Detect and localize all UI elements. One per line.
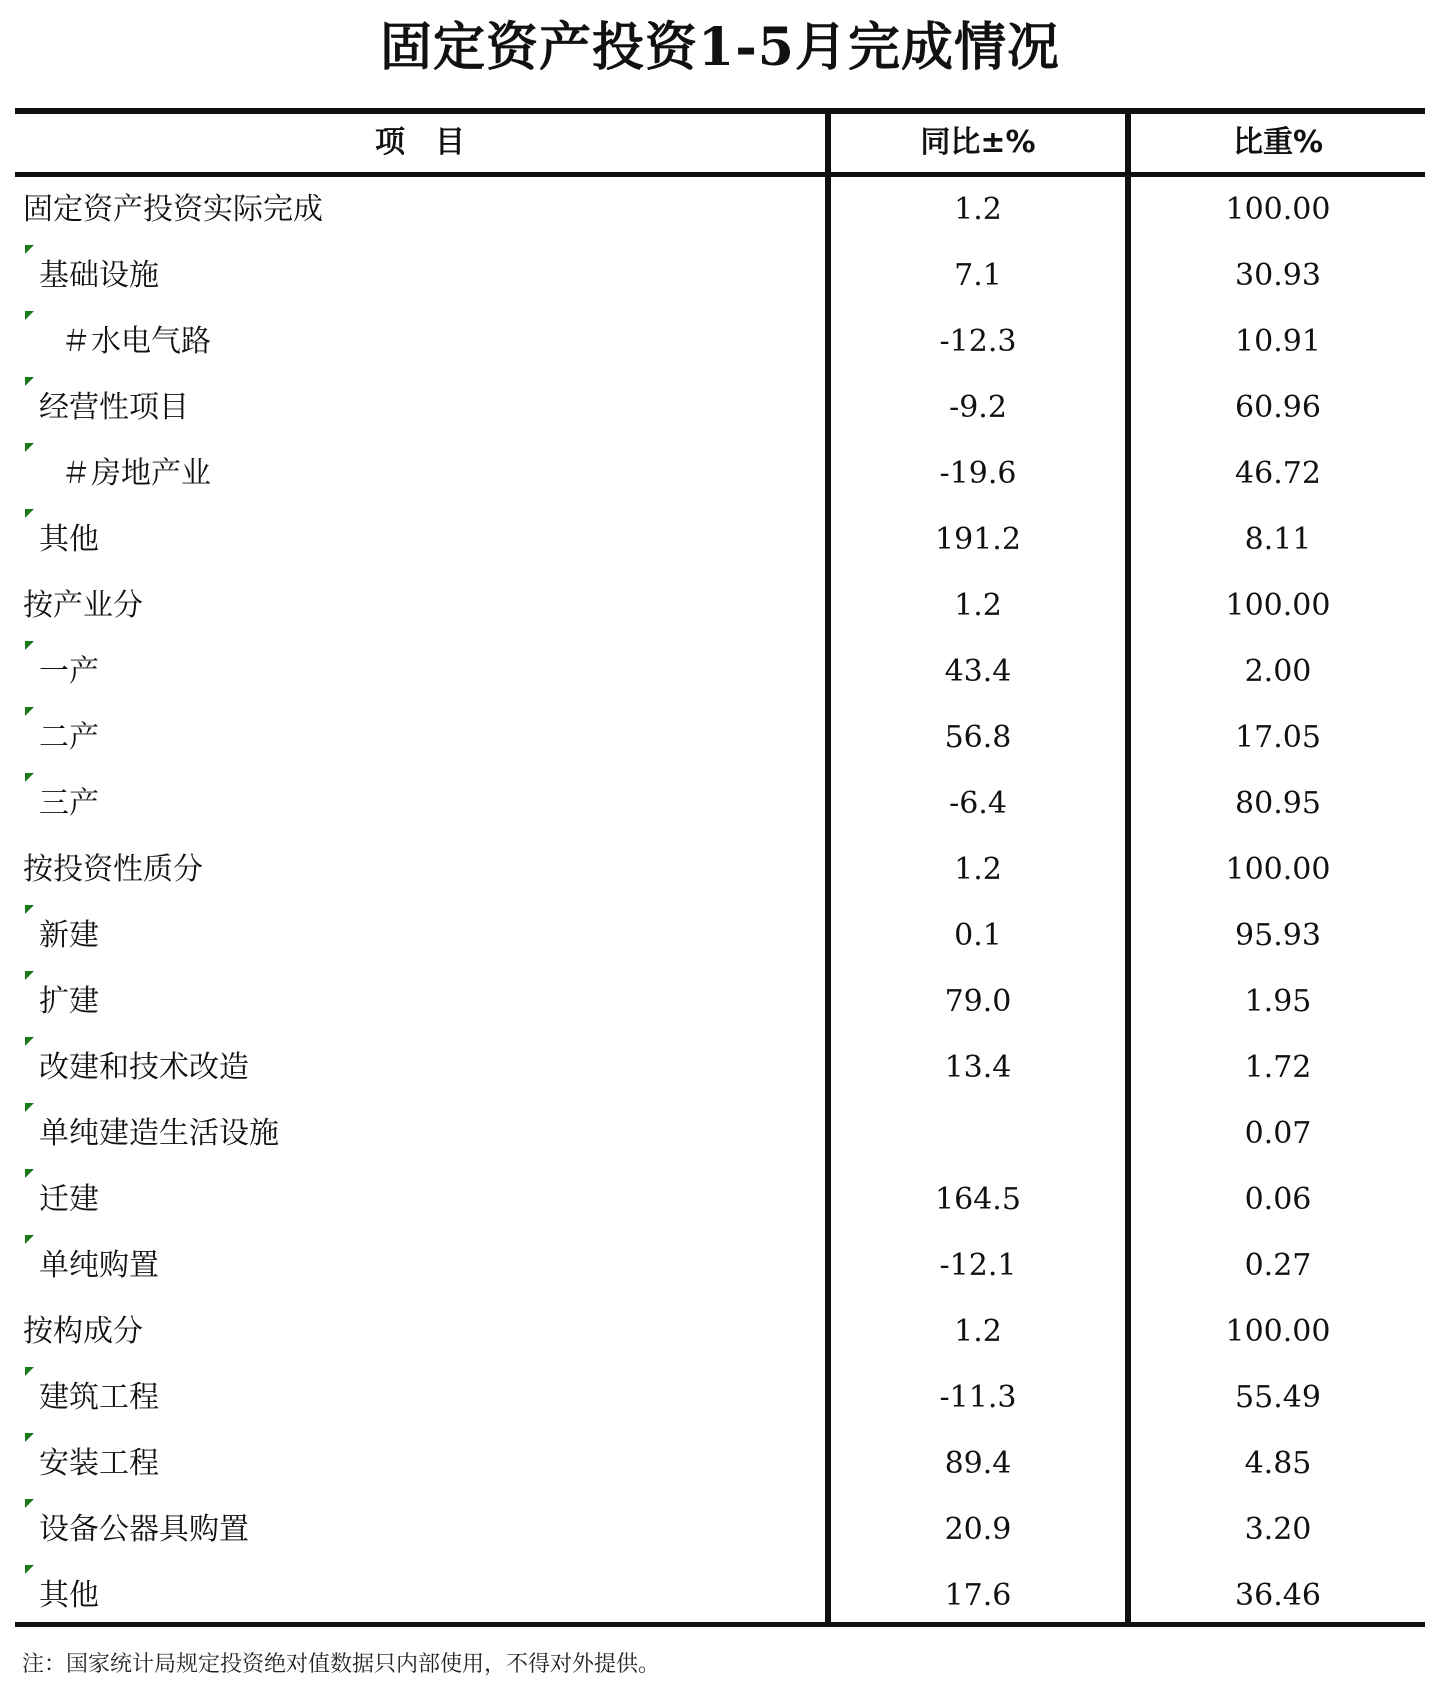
row-label [23,969,829,1035]
row-label-text: 单纯建造生活设施 [39,1116,279,1151]
row-share: 100.00 [1225,852,1331,887]
row-share: 2.00 [1244,654,1312,689]
row-share: 0.07 [1244,1116,1312,1151]
row-share: 36.46 [1235,1578,1321,1613]
row-label-text: 固定资产投资实际完成 [23,192,323,227]
row-yoy: -11.3 [939,1380,1017,1415]
table-row [15,771,1425,837]
table-row [15,1365,1425,1431]
row-share: 55.49 [1235,1380,1321,1415]
row-yoy: 0.1 [954,918,1002,953]
row-label-text: 扩建 [39,984,99,1019]
row-share: 1.72 [1244,1050,1312,1085]
investment-table [15,108,1425,1627]
row-yoy: 43.4 [944,654,1012,689]
row-share: 1.95 [1244,984,1312,1019]
cell-marker-icon [25,905,34,914]
row-share: 4.85 [1244,1446,1312,1481]
table-row [15,507,1425,573]
table-row [15,1299,1425,1365]
table-row [15,705,1425,771]
table-row [15,309,1425,375]
header-item: 项 目 [375,125,465,160]
table-row [15,969,1425,1035]
row-label [23,1365,829,1431]
cell-marker-icon [25,1565,34,1574]
table-row [15,441,1425,507]
row-label-text: 一产 [39,654,99,689]
row-label-text: 迁建 [39,1182,99,1217]
row-share: 0.27 [1244,1248,1312,1283]
row-label [23,507,829,573]
row-label-text: 按构成分 [23,1314,143,1349]
table-row [15,903,1425,969]
cell-marker-icon [25,443,34,452]
row-label-text: 其他 [39,1578,99,1613]
row-yoy: -6.4 [949,786,1007,821]
row-label-text: 基础设施 [39,258,159,293]
row-share: 0.06 [1244,1182,1312,1217]
row-yoy: 79.0 [944,984,1012,1019]
table-row [15,573,1425,639]
row-label [23,705,829,771]
table-row [15,1167,1425,1233]
row-yoy: 1.2 [954,852,1002,887]
row-share: 60.96 [1235,390,1321,425]
row-label [23,573,813,639]
footnote: 注：国家统计局规定投资绝对值数据只内部使用，不得对外提供。 [22,1652,661,1677]
row-label [23,1233,829,1299]
cell-marker-icon [25,1235,34,1244]
row-share: 95.93 [1235,918,1321,953]
table-row [15,1035,1425,1101]
row-label [23,375,829,441]
cell-marker-icon [25,1169,34,1178]
cell-marker-icon [25,1499,34,1508]
row-label [23,903,829,969]
row-share: 10.91 [1235,324,1321,359]
row-yoy [831,1101,1125,1167]
row-label-text: 单纯购置 [39,1248,159,1283]
row-share: 46.72 [1235,456,1321,491]
row-label [23,1101,829,1167]
row-yoy: -12.3 [939,324,1017,359]
row-share: 3.20 [1244,1512,1312,1547]
row-label-text: 建筑工程 [39,1380,159,1415]
table-row [15,1233,1425,1299]
row-yoy: 13.4 [944,1050,1012,1085]
cell-marker-icon [25,509,34,518]
cell-marker-icon [25,1433,34,1442]
row-share: 80.95 [1235,786,1321,821]
table-row [15,1431,1425,1497]
row-label-text: 新建 [39,918,99,953]
row-label-text: 经营性项目 [39,390,189,425]
row-yoy: 164.5 [935,1182,1021,1217]
table-row [15,1497,1425,1563]
row-yoy: 1.2 [954,588,1002,623]
row-yoy: 1.2 [954,1314,1002,1349]
table-row [15,243,1425,309]
cell-marker-icon [25,377,34,386]
row-label [23,837,813,903]
row-yoy: -12.1 [939,1248,1017,1283]
cell-marker-icon [25,641,34,650]
table-body [15,177,1425,1629]
row-label-text: 设备公器具购置 [39,1512,249,1547]
row-label [23,1167,829,1233]
row-yoy: 20.9 [944,1512,1012,1547]
row-label [23,1563,829,1629]
row-share: 100.00 [1225,192,1331,227]
table-row [15,1563,1425,1629]
row-yoy: 1.2 [954,192,1002,227]
row-share: 100.00 [1225,1314,1331,1349]
row-share: 17.05 [1235,720,1321,755]
row-yoy: 17.6 [944,1578,1012,1613]
row-label-text: 按投资性质分 [23,852,203,887]
cell-marker-icon [25,773,34,782]
row-label-text: ＃水电气路 [61,324,211,359]
cell-marker-icon [25,1103,34,1112]
row-yoy: 56.8 [944,720,1012,755]
row-label [23,243,829,309]
header-yoy: 同比±% [920,125,1036,160]
table-row [15,375,1425,441]
table-row [15,177,1425,243]
table-row [15,1101,1425,1167]
row-share: 100.00 [1225,588,1331,623]
row-label [23,309,851,375]
row-yoy: -19.6 [939,456,1017,491]
row-share: 8.11 [1244,522,1312,557]
table-row [15,639,1425,705]
header-share: 比重% [1232,125,1324,160]
row-label-text: 安装工程 [39,1446,159,1481]
table-header [15,114,1425,172]
row-label [23,441,851,507]
cell-marker-icon [25,971,34,980]
cell-marker-icon [25,1037,34,1046]
row-label-text: 二产 [39,720,99,755]
row-label [23,1431,829,1497]
table-row [15,837,1425,903]
row-label-text: 三产 [39,786,99,821]
row-label-text: 改建和技术改造 [39,1050,249,1085]
row-label [23,177,813,243]
row-yoy: 191.2 [935,522,1021,557]
cell-marker-icon [25,1367,34,1376]
cell-marker-icon [25,245,34,254]
row-label [23,1299,813,1365]
row-label [23,639,829,705]
row-label [23,1497,829,1563]
cell-marker-icon [25,311,34,320]
row-label-text: ＃房地产业 [61,456,211,491]
row-yoy: -9.2 [949,390,1007,425]
page-title: 固定资产投资1-5月完成情况 [380,17,1060,78]
row-share: 30.93 [1235,258,1321,293]
row-yoy: 7.1 [954,258,1002,293]
cell-marker-icon [25,707,34,716]
row-label-text: 按产业分 [23,588,143,623]
row-label [23,771,829,837]
row-label [23,1035,829,1101]
row-label-text: 其他 [39,522,99,557]
row-yoy: 89.4 [944,1446,1012,1481]
